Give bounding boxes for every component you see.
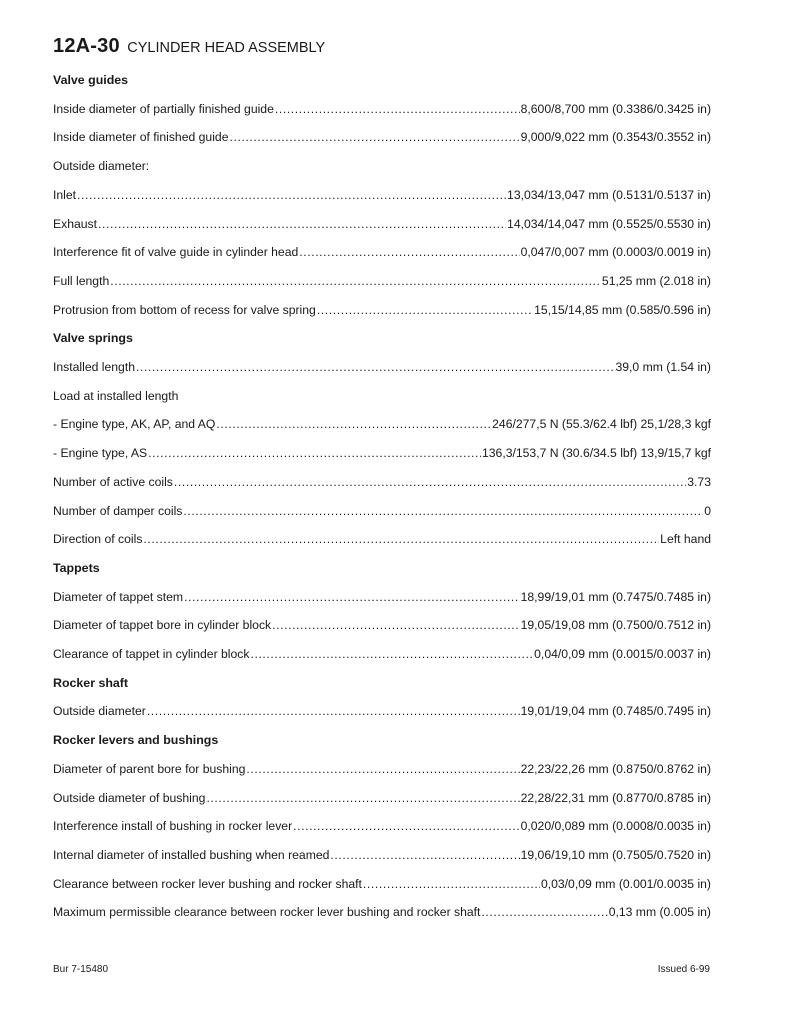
spec-value: 15,15/14,85 mm (0.585/0.596 in) <box>534 303 711 317</box>
spec-value: 22,28/22,31 mm (0.8770/0.8785 in) <box>520 791 711 805</box>
spec-label: Protrusion from bottom of recess for valve spring <box>53 303 316 317</box>
dot-leader <box>330 846 519 864</box>
spec-group-label <box>53 387 711 405</box>
dot-leader <box>272 616 519 634</box>
spec-value: 19,06/19,10 mm (0.7505/0.7520 in) <box>520 848 711 862</box>
spec-label: Clearance between rocker lever bushing and rocker shaft <box>53 877 362 891</box>
dot-leader <box>184 588 520 606</box>
spec-row <box>53 903 711 921</box>
section-heading-text: Rocker shaft <box>53 676 129 690</box>
dot-leader <box>110 272 601 290</box>
section-heading-text: Valve guides <box>53 73 129 87</box>
dot-leader <box>250 645 533 663</box>
spec-label: Inside diameter of finished guide <box>53 130 229 144</box>
spec-label: Diameter of tappet stem <box>53 590 184 604</box>
spec-value: 13,034/13,047 mm (0.5131/0.5137 in) <box>507 188 711 202</box>
dot-leader <box>147 702 520 720</box>
spec-row <box>53 100 711 118</box>
dot-leader <box>183 502 703 520</box>
spec-row <box>53 702 711 720</box>
spec-label: Maximum permissible clearance between rocker lever bushing and rocker shaft <box>53 905 481 919</box>
spec-value: 0,047/0,007 mm (0.0003/0.0019 in) <box>520 245 711 259</box>
dot-leader <box>136 358 614 376</box>
spec-value: 0,04/0,09 mm (0.0015/0.0037 in) <box>534 647 711 661</box>
spec-value: 0,13 mm (0.005 in) <box>608 905 711 919</box>
spec-value: 0,03/0,09 mm (0.001/0.0035 in) <box>540 877 711 891</box>
dot-leader <box>481 903 607 921</box>
section-heading <box>53 674 711 692</box>
spec-value: 39,0 mm (1.54 in) <box>615 360 711 374</box>
spec-value: 51,25 mm (2.018 in) <box>601 274 711 288</box>
spec-label: Direction of coils <box>53 532 143 546</box>
spec-row <box>53 444 711 462</box>
spec-row <box>53 817 711 835</box>
spec-row <box>53 588 711 606</box>
section-heading <box>53 559 711 577</box>
spec-row <box>53 186 711 204</box>
spec-label: Full length <box>53 274 110 288</box>
spec-label: Number of active coils <box>53 475 173 489</box>
spec-row <box>53 502 711 520</box>
spec-label: Outside diameter of bushing <box>53 791 206 805</box>
page-title <box>53 35 325 58</box>
spec-label: Load at installed length <box>53 389 179 403</box>
spec-row <box>53 616 711 634</box>
spec-row <box>53 530 711 548</box>
spec-label: Exhaust <box>53 217 98 231</box>
spec-label: Interference install of bushing in rocker lever <box>53 819 293 833</box>
spec-label: Installed length <box>53 360 135 374</box>
spec-label: Diameter of parent bore for bushing <box>53 762 246 776</box>
section-heading <box>53 731 711 749</box>
spec-row <box>53 875 711 893</box>
spec-value: 22,23/22,26 mm (0.8750/0.8762 in) <box>520 762 711 776</box>
spec-value: 3.73 <box>687 475 711 489</box>
dot-leader <box>229 128 519 146</box>
dot-leader <box>216 415 491 433</box>
spec-label: Outside diameter <box>53 704 146 718</box>
footer-document-number: Bur 7-15480 <box>53 964 109 975</box>
section-code: 12A-30 <box>53 35 120 57</box>
spec-value: 19,01/19,04 mm (0.7485/0.7495 in) <box>520 704 711 718</box>
section-heading-text: Rocker levers and bushings <box>53 733 219 747</box>
spec-value: 0,020/0,089 mm (0.0008/0.0035 in) <box>520 819 711 833</box>
spec-value: Left hand <box>660 532 711 546</box>
dot-leader <box>275 100 520 118</box>
spec-row <box>53 272 711 290</box>
spec-row <box>53 846 711 864</box>
dot-leader <box>293 817 519 835</box>
spec-value: 246/277,5 N (55.3/62.4 lbf) 25,1/28,3 kgf <box>492 417 711 431</box>
dot-leader <box>143 530 659 548</box>
spec-label: Inside diameter of partially finished guide <box>53 102 274 116</box>
spec-row <box>53 473 711 491</box>
spec-label: Diameter of tappet bore in cylinder block <box>53 618 272 632</box>
spec-label: - Engine type, AS <box>53 446 148 460</box>
spec-row <box>53 415 711 433</box>
spec-row <box>53 358 711 376</box>
section-title: CYLINDER HEAD ASSEMBLY <box>127 40 326 56</box>
spec-label: Interference fit of valve guide in cylinder head <box>53 245 299 259</box>
dot-leader <box>206 789 519 807</box>
dot-leader <box>98 215 506 233</box>
dot-leader <box>246 760 519 778</box>
spec-row <box>53 760 711 778</box>
spec-label: - Engine type, AK, AP, and AQ <box>53 417 216 431</box>
section-heading-text: Valve springs <box>53 331 133 345</box>
spec-row <box>53 301 711 319</box>
dot-leader <box>174 473 686 491</box>
spec-row <box>53 243 711 261</box>
spec-label: Outside diameter: <box>53 159 150 173</box>
spec-group-label <box>53 157 711 175</box>
dot-leader <box>363 875 540 893</box>
section-heading-text: Tappets <box>53 561 100 575</box>
dot-leader <box>299 243 519 261</box>
dot-leader <box>77 186 506 204</box>
section-heading <box>53 71 711 89</box>
spec-value: 19,05/19,08 mm (0.7500/0.7512 in) <box>520 618 711 632</box>
spec-row <box>53 789 711 807</box>
dot-leader <box>317 301 533 319</box>
spec-value: 9,000/9,022 mm (0.3543/0.3552 in) <box>520 130 711 144</box>
spec-row <box>53 215 711 233</box>
spec-label: Clearance of tappet in cylinder block <box>53 647 250 661</box>
section-heading <box>53 329 711 347</box>
spec-label: Inlet <box>53 188 77 202</box>
dot-leader <box>148 444 481 462</box>
spec-value: 8,600/8,700 mm (0.3386/0.3425 in) <box>520 102 711 116</box>
footer-issue-date: Issued 6-99 <box>657 964 710 975</box>
spec-value: 136,3/153,7 N (30.6/34.5 lbf) 13,9/15,7 kgf <box>481 446 711 460</box>
spec-row <box>53 645 711 663</box>
spec-label: Number of damper coils <box>53 504 183 518</box>
spec-value: 0 <box>704 504 711 518</box>
spec-value: 14,034/14,047 mm (0.5525/0.5530 in) <box>507 217 711 231</box>
spec-value: 18,99/19,01 mm (0.7475/0.7485 in) <box>520 590 711 604</box>
spec-label: Internal diameter of installed bushing when reamed <box>53 848 330 862</box>
spec-row <box>53 128 711 146</box>
